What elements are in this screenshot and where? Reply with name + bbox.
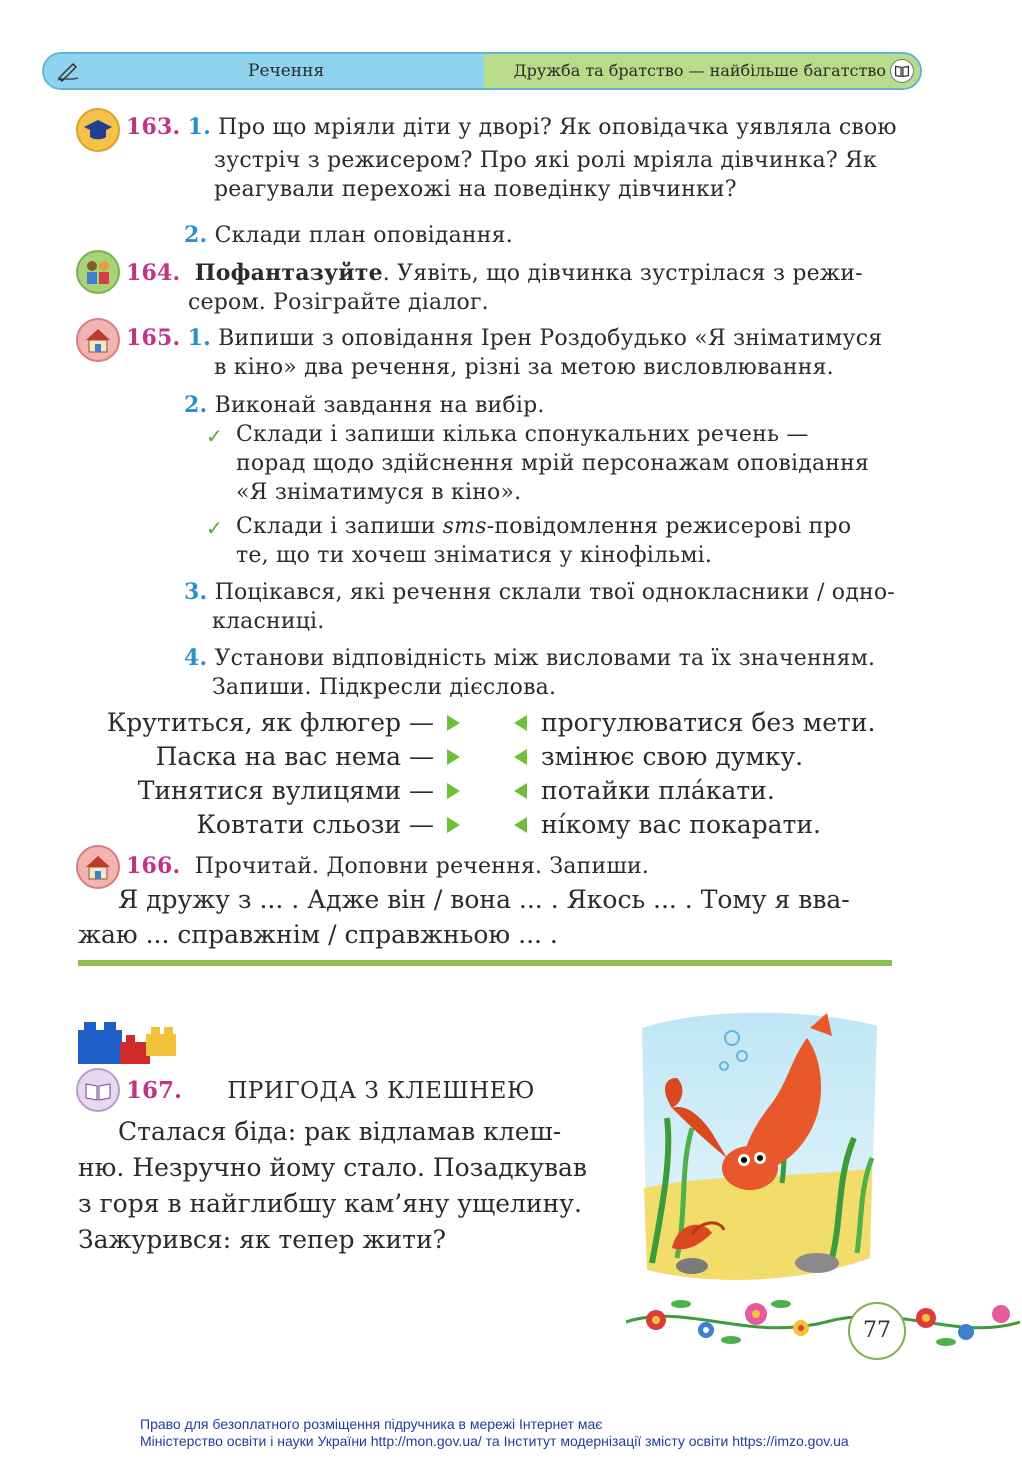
section-title: Речення: [248, 61, 325, 81]
subtask-number: 1.: [187, 325, 211, 351]
bold-instruction: Пофантазуйте: [194, 260, 383, 286]
chapter-header: [42, 52, 922, 90]
text-line: ню. Незручно йому стало. Позадкував: [78, 1153, 588, 1182]
text-line: -повідомлення режисерові про: [486, 514, 852, 539]
text-line: зустріч з режисером? Про які ролі мріяла дівчинка? Як: [214, 148, 877, 173]
text-line: з горя в найглибшу кам’яну ущелину.: [78, 1189, 582, 1218]
graduation-cap-icon: [76, 108, 120, 152]
text-line: Я дружу з ... . Адже він / вона ... . Якось ... . Тому я вва-: [118, 885, 850, 914]
page-number: 77: [848, 1302, 906, 1360]
text-line: порад щодо здійснення мрій персонажам оповідання: [236, 451, 870, 476]
instruction: Прочитай. Доповни речення. Запиши.: [194, 854, 650, 879]
idiom-left: Паска на вас нема —: [155, 742, 434, 771]
idiom-meaning: потайки пла́кати.: [541, 776, 775, 805]
subtask-number: 3.: [184, 579, 208, 605]
checkmark-icon: ✓: [206, 424, 223, 448]
exercise-165-task-4: [184, 644, 894, 702]
arrow-right-icon: [447, 817, 460, 833]
arrow-left-icon: [514, 783, 527, 799]
text-line: Сталася біда: рак відламав клеш-: [118, 1117, 562, 1146]
text-line: класниці.: [212, 609, 325, 634]
idiom-left: Тинятися вулицями —: [137, 776, 434, 805]
exercise-165-task-3: [184, 578, 894, 636]
topic-title: Дружба та братство — найбільше багатство: [513, 61, 886, 80]
text-line: Виконай завдання на вибір.: [214, 393, 545, 418]
idiom-meaning: ні́кому вас покарати.: [541, 810, 821, 839]
footer-line: Міністерство освіти і науки України http://mon.gov.ua/ та Інститут модернізації змісту освіти https://imzo.gov.ua: [140, 1433, 849, 1449]
text-line: Запиши. Підкресли дієслова.: [212, 675, 557, 700]
lego-blocks-icon: [76, 1016, 180, 1066]
exercise-number: 165.: [126, 325, 181, 351]
idiom-meaning: прогулюватися без мети.: [541, 708, 876, 737]
exercise-number: 166.: [126, 853, 181, 879]
text-line: реагували перехожі на поведінку дівчинки?: [214, 177, 737, 202]
checkmark-icon: ✓: [206, 516, 223, 540]
text-line: Про що мріяли діти у дворі? Як оповідачка уявляла свою: [218, 115, 897, 140]
exercise-164: [126, 259, 896, 317]
idiom-left: Крутиться, як флюгер —: [106, 708, 434, 737]
exercise-number: 167.: [126, 1077, 183, 1104]
text-line: сером. Розіграйте діалог.: [188, 290, 489, 315]
subtask-number: 4.: [184, 645, 208, 671]
subtask-number: 2.: [184, 222, 208, 248]
crayfish-illustration: [632, 1008, 882, 1290]
exercise-163-task-2: [184, 221, 513, 250]
text-line: в кіно» два речення, різні за метою висловлювання.: [214, 355, 834, 380]
exercise-165-task-2: [184, 391, 545, 420]
italic-word: sms: [442, 514, 487, 539]
text-line: Зажурився: як тепер жити?: [78, 1225, 447, 1254]
arrow-right-icon: [447, 783, 460, 799]
exercise-163: [126, 113, 896, 204]
open-book-icon: [76, 1068, 120, 1112]
house-icon: [76, 318, 120, 362]
option-2: [236, 512, 892, 570]
arrow-right-icon: [447, 749, 460, 765]
exercise-number: 164.: [126, 260, 181, 286]
text-line: Склади і запиши: [236, 514, 443, 539]
section-divider: [78, 960, 892, 966]
footer-line: Право для безоплатного розміщення підручника в мережі Інтернет має: [140, 1416, 603, 1432]
exercise-166-text: [78, 882, 892, 952]
arrow-right-icon: [447, 715, 460, 731]
text-line: те, що ти хочеш зніматися у кінофільмі.: [236, 543, 713, 568]
text-line: Установи відповідність між висловами та їх значенням.: [214, 646, 876, 671]
text-line: Склади і запиши кілька спонукальних речень —: [236, 422, 809, 447]
text-line: Випиши з оповідання Ірен Роздобудько «Я зніматимуся: [218, 326, 883, 351]
option-1: [236, 420, 892, 507]
text-line: «Я зніматимуся в кіно».: [236, 480, 522, 505]
arrow-left-icon: [514, 817, 527, 833]
text-line: Склади план оповідання.: [214, 223, 513, 248]
idiom-meaning: змінює свою думку.: [541, 742, 804, 771]
text-line: Поцікався, які речення склали твої однокласники / одно-: [214, 580, 895, 605]
arrow-left-icon: [514, 749, 527, 765]
story-text: [78, 1114, 618, 1258]
subtask-number: 2.: [184, 392, 208, 418]
text-line: . Уявіть, що дівчинка зустрілася з режи-: [382, 261, 863, 286]
arrow-left-icon: [514, 715, 527, 731]
idiom-left: Ковтати сльози —: [196, 810, 434, 839]
story-title: ПРИГОДА З КЛЕШНЕЮ: [227, 1078, 535, 1104]
book-icon: [890, 59, 914, 83]
exercise-167-header: [126, 1077, 535, 1104]
pen-icon: [56, 60, 80, 82]
exercise-165: [126, 324, 896, 382]
floral-ornament: [626, 1282, 1020, 1362]
exercise-number: 163.: [126, 114, 181, 140]
exercise-166-header: [126, 852, 649, 881]
text-line: жаю ... справжнім / справжньою ... .: [78, 920, 558, 949]
children-icon: [76, 250, 120, 294]
subtask-number: 1.: [187, 114, 211, 140]
